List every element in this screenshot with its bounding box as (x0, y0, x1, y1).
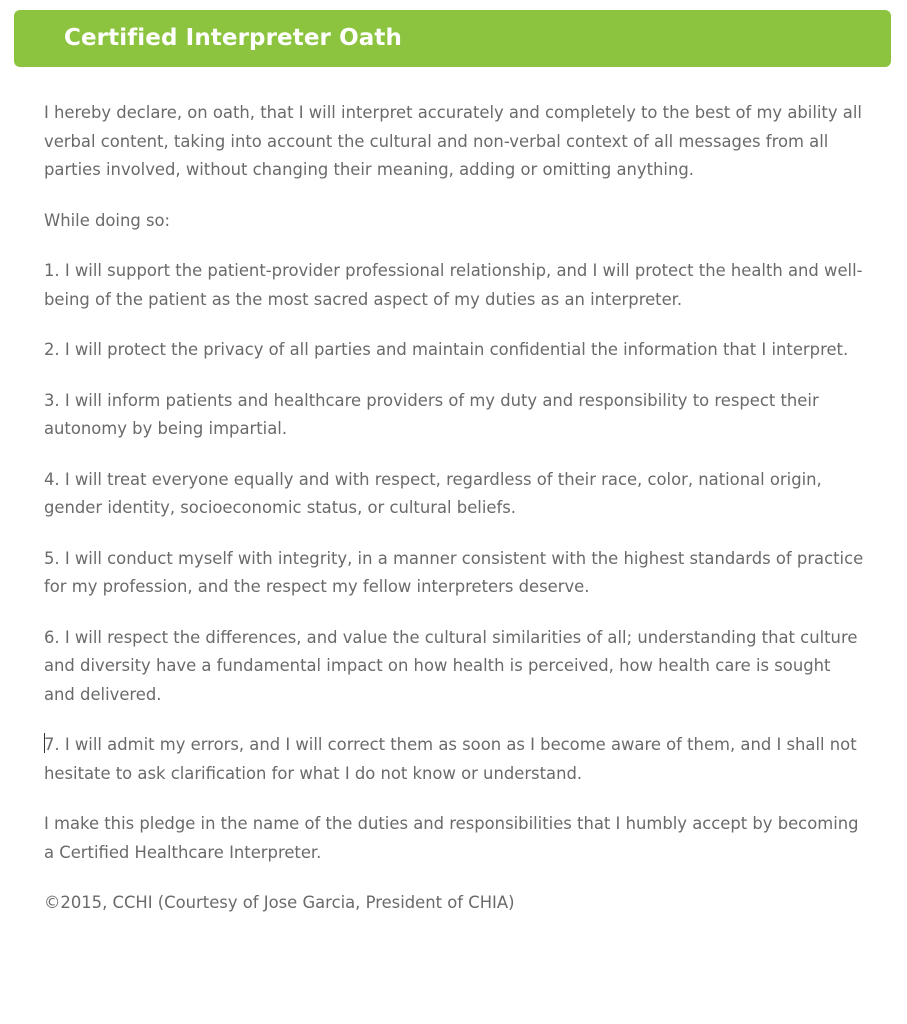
page-title: Certified Interpreter Oath (64, 25, 402, 51)
copyright-credit: ©2015, CCHI (Courtesy of Jose Garcia, President of CHIA) (44, 893, 515, 912)
oath-item-7[interactable] (44, 731, 866, 788)
oath-pledge-paragraph: I make this pledge in the name of the duties and responsibilities that I humbly accept by becoming a Certified Healthcare Interpreter. (44, 814, 859, 862)
oath-item-6: 6. I will respect the differences, and value the cultural similarities of all; understanding that culture and diversity have a fundamental impact on how health is perceived, how health care is sought and delivered. (44, 627, 858, 704)
title-banner (14, 10, 891, 67)
oath-item-2: 2. I will protect the privacy of all parties and maintain confidential the information that I interpret. (44, 340, 849, 359)
oath-item-7-text: 7. I will admit my errors, and I will correct them as soon as I become aware of them, and I shall not hesitate to ask clarification for what I do not know or understand. (44, 735, 857, 783)
oath-item-4: 4. I will treat everyone equally and with respect, regardless of their race, color, national origin, gender identity, socioeconomic status, or cultural beliefs. (44, 469, 822, 517)
oath-item-1: 1. I will support the patient-provider professional relationship, and I will protect the health and well-being of the patient as the most sacred aspect of my duties as an interpreter. (44, 261, 863, 309)
oath-intro-paragraph: I hereby declare, on oath, that I will interpret accurately and completely to the best of my ability all verbal content, taking into account the cultural and non-verbal context of all messages from all parties involved, without changing their meaning, adding or omitting anything. (44, 103, 862, 179)
oath-body (44, 99, 866, 940)
oath-item-3: 3. I will inform patients and healthcare providers of my duty and responsibility to respect their autonomy by being impartial. (44, 390, 819, 438)
oath-item-5: 5. I will conduct myself with integrity, in a manner consistent with the highest standards of practice for my profession, and the respect my fellow interpreters deserve. (44, 548, 864, 596)
oath-lead-paragraph: While doing so: (44, 210, 171, 230)
